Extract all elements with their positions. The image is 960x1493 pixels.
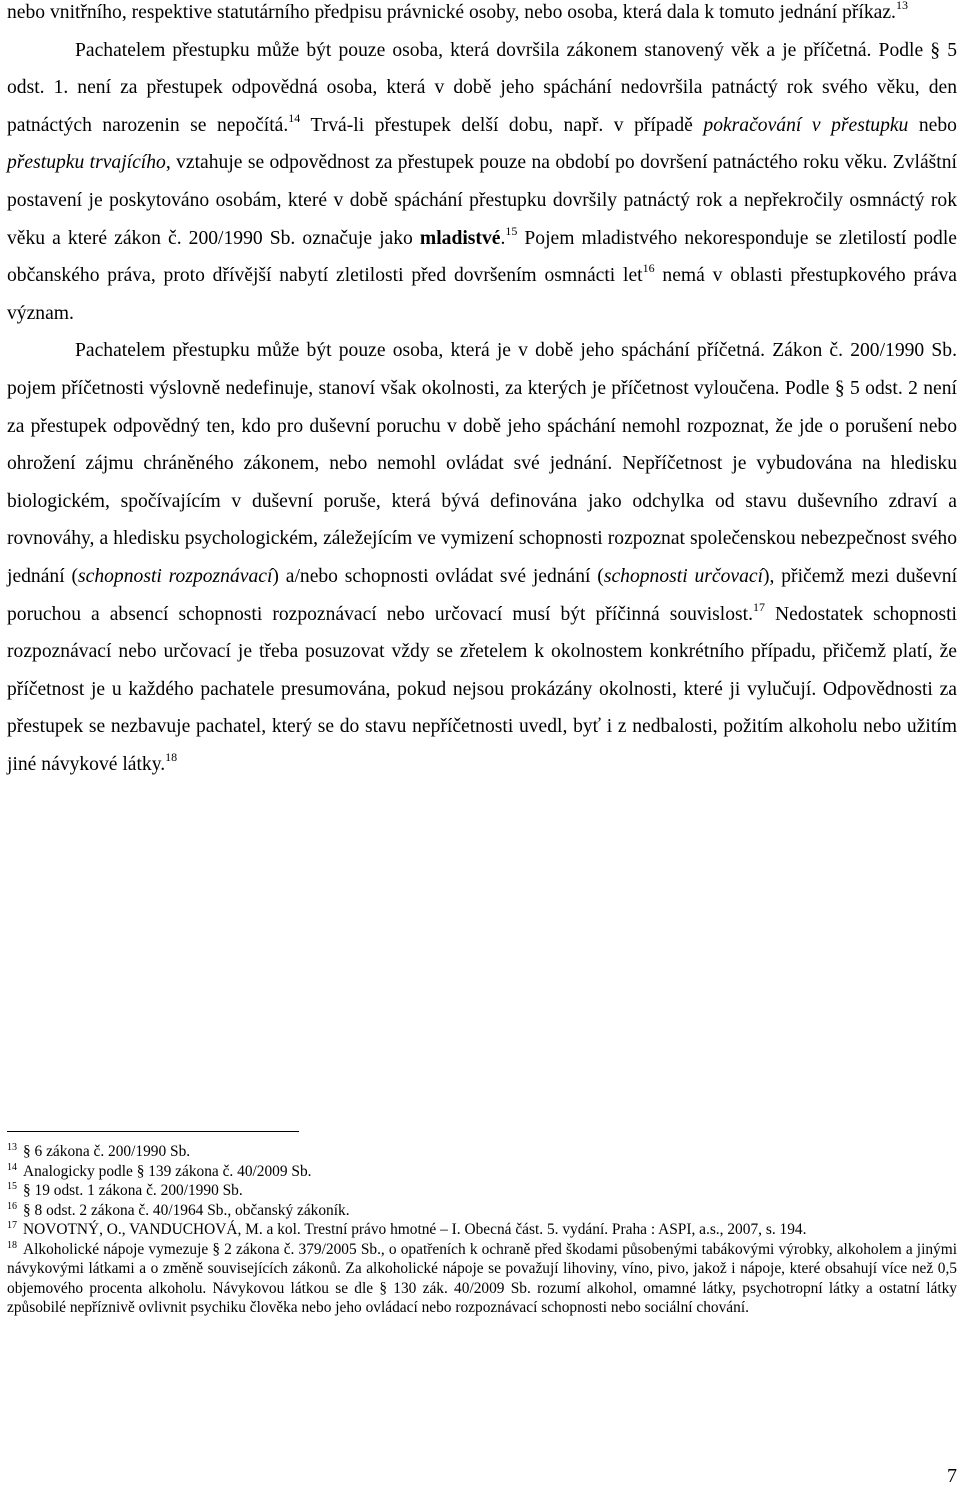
- emphasis-term: pokračování v přestupku: [703, 114, 909, 136]
- footnote-13: $^{13}$ § 6 zákona č. 200/1990 Sb.: [7, 1142, 191, 1160]
- footnote-ref-18[interactable]: 18: [165, 749, 178, 764]
- paragraph-3: Pachatelem přestupku může být pouze osoba, která je v době jeho spáchání příčetná. Zákon č. 200/1990 Sb. pojem příčetnosti výslovně nedefinuje, stanoví však okolnosti, za kterých je příčetnost vyloučena. Podle § 5 odst. 2 není za přestupek odpovědný ten, kdo pro duševní poruchu v době jeho spáchání nemohl rozpoznat, že jde o porušení nebo ohrožení zájmu chráněného zákonem, nebo nemohl ovládat své jednání. Nepříčetnost je vybudována na hledisku biologickém, spočívajícím v duševní poruše, která bývá definována jako odchylka od stavu duševního zdraví a rovnováhy, a hledisku psychologickém, záležejícím ve vymizení schopnosti rozpoznat společenskou nebezpečnost svého jednání (schopnosti rozpoznávací) a/nebo schopnosti ovládat své jednání (schopnosti určovací), přičemž mezi duševní poruchou a absencí schopnosti rozpoznávací nebo určovací musí být příčinná souvislost.$^{17}$ Nedostatek schopnosti rozpoznávací nebo určovací je třeba posuzovat vždy se zřetelem k okolnostem konkrétního případu, přičemž platí, že příčetnost je u každého pachatele presumována, pokud nejsou prokázány okolnosti, které ji vylučují. Odpovědnosti za přestupek se nezbavuje pachatel, který se do stavu nepříčetnosti uvedl, byť i z nedbalosti, požitím alkoholu nebo užitím jiné návykové látky.$^{18}$: [7, 340, 958, 775]
- document-page: [7, 0, 958, 1487]
- footnote-ref-13[interactable]: 13: [895, 0, 908, 12]
- emphasis-term: přestupku trvajícího: [7, 152, 166, 174]
- footnote-15: $^{15}$ § 19 odst. 1 zákona č. 200/1990 Sb.: [7, 1181, 243, 1199]
- footnote-17: $^{17}$ NOVOTNÝ, O., VANDUCHOVÁ, M. a kol. Trestní právo hmotné – I. Obecná část. 5. vydání. Praha : ASPI, a.s., 2007, s. 194.: [7, 1220, 807, 1238]
- footnote-14: $^{14}$ Analogicky podle § 139 zákona č. 40/2009 Sb.: [7, 1161, 312, 1180]
- bold-term: mladistvé: [419, 227, 501, 249]
- emphasis-term: schopnosti určovací: [603, 565, 764, 587]
- footnote-16: $^{16}$ § 8 odst. 2 zákona č. 40/1964 Sb., občanský zákoník.: [7, 1200, 350, 1219]
- footnote-ref-14[interactable]: 14: [288, 110, 301, 125]
- footnote-18: $^{18}$ Alkoholické nápoje vymezuje § 2 zákona č. 379/2005 Sb., o opatřeních k ochraně před škodami působenými tabákovými výrobky, alkoholem a jinými návykovými látkami a o změně souvisejících zákonů. Za alkoholické nápoje se považují lihoviny, víno, pivo, jakož i nápoje, které obsahují více než 0,5 objemového procenta alkoholu. Návykovou látkou se dle § 130 zák. 40/2009 Sb. rozumí alkohol, omamné látky, psychotropní látky a ostatní látky způsobilé nepříznivě ovlivnit psychiku člověka nebo jeho ovládací nebo rozpoznávací schopnosti nebo sociální chování.: [7, 1239, 957, 1316]
- paragraph-1: nebo vnitřního, respektive statutárního předpisu právnické osoby, nebo osoba, která dala k tomuto jednání příkaz.$^{13}$: [7, 0, 908, 23]
- footnote-ref-17[interactable]: 17: [753, 599, 765, 614]
- main-text: [7, 0, 957, 783]
- paragraph-2: Pachatelem přestupku může být pouze osoba, která dovršila zákonem stanovený věk a je příčetná. Podle § 5 odst. 1. není za přestupek odpovědná osoba, která v době jeho spáchání nedovršila patnáctý rok svého věku, den patnáctých narozenin se nepočítá.$^{14}$ Trvá-li přestupek delší dobu, např. v případě pokračování v přestupku nebo přestupku trvajícího, vztahuje se odpovědnost za přestupek pouze na období po dovršení patnáctého roku věku. Zvláštní postavení je poskytováno osobám, které v době spáchání přestupku dovršily patnáctý rok a nepřekročily osmnáctý rok věku a které zákon č. 200/1990 Sb. označuje jako mladistvé.$^{15}$ Pojem mladistvého nekoresponduje se zletilostí podle občanského práva, proto dřívější nabytí zletilosti před dovršením osmnácti let$^{16}$ nemá v oblasti přestupkového práva význam.: [7, 39, 958, 324]
- footnote-divider: [7, 1131, 299, 1132]
- footnote-ref-16[interactable]: 16: [642, 261, 655, 276]
- footnote-ref-15[interactable]: 15: [505, 223, 518, 238]
- emphasis-term: schopnosti rozpoznávací: [78, 565, 273, 587]
- footnotes: [7, 1142, 957, 1318]
- page-number: 7: [947, 1465, 957, 1487]
